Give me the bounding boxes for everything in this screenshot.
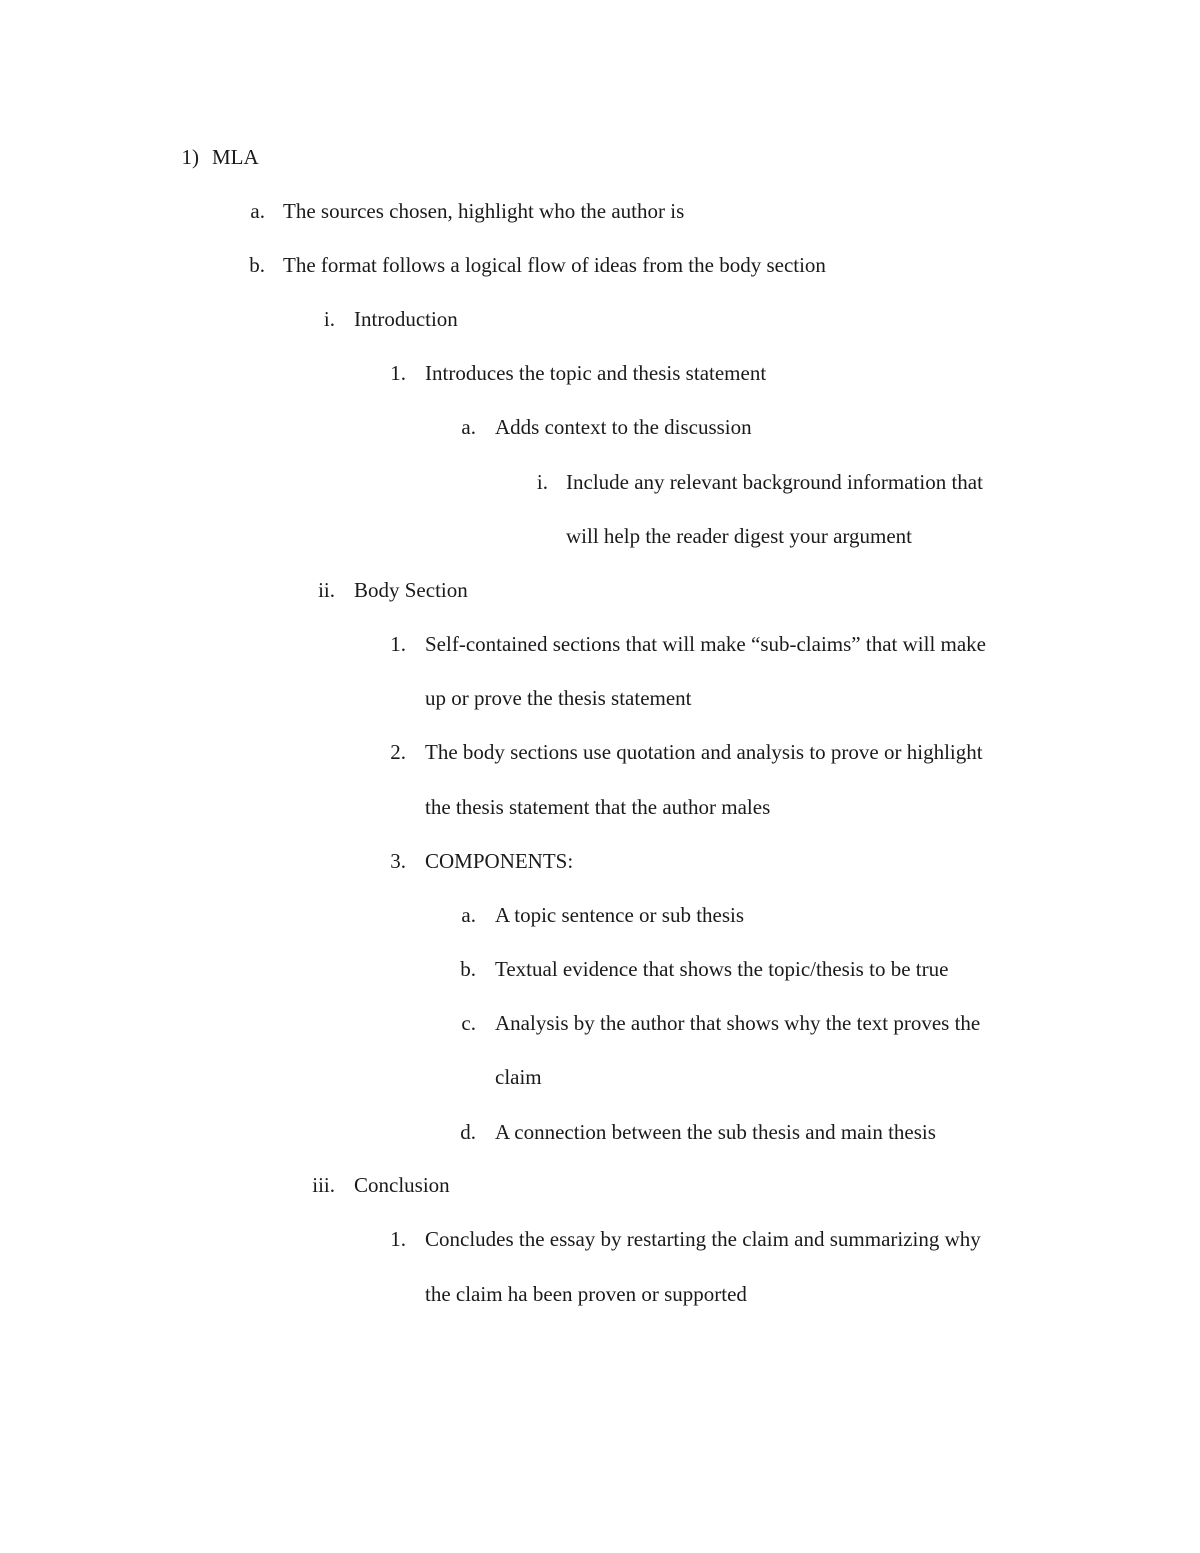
- list-item-text: will help the reader digest your argument: [566, 524, 913, 548]
- list-item-text: The body sections use quotation and analysis to prove or highlight: [425, 740, 983, 764]
- list-item-text: up or prove the thesis statement: [425, 686, 692, 710]
- list-marker: b.: [249, 253, 265, 277]
- list-item-text: COMPONENTS:: [425, 849, 574, 873]
- list-item-text: Analysis by the author that shows why the text proves the: [495, 1011, 981, 1035]
- list-marker: ii.: [318, 578, 335, 602]
- list-item-text: the thesis statement that the author males: [425, 795, 771, 819]
- list-marker: 3.: [390, 849, 406, 873]
- list-item-text: Conclusion: [354, 1173, 450, 1197]
- list-marker: i.: [536, 470, 548, 494]
- list-marker: 1.: [390, 361, 406, 385]
- list-item-text: Concludes the essay by restarting the claim and summarizing why: [425, 1227, 981, 1251]
- list-marker: i.: [323, 307, 335, 331]
- list-item-text: MLA: [212, 145, 259, 169]
- list-marker: 1.: [390, 1227, 406, 1251]
- list-item-text: claim: [495, 1065, 542, 1089]
- list-item-text: Body Section: [354, 578, 468, 602]
- list-item-text: Include any relevant background information that: [566, 470, 983, 494]
- list-item-text: A connection between the sub thesis and main thesis: [495, 1120, 936, 1144]
- list-marker: a.: [461, 903, 476, 927]
- list-item-text: Adds context to the discussion: [495, 415, 752, 439]
- list-item-text: The format follows a logical flow of ideas from the body section: [283, 253, 826, 277]
- list-marker: c.: [461, 1011, 476, 1035]
- list-marker: a.: [250, 199, 265, 223]
- list-item-text: Introduces the topic and thesis statement: [425, 361, 767, 385]
- list-item-text: the claim ha been proven or supported: [425, 1282, 747, 1306]
- list-item-text: Self-contained sections that will make “sub-claims” that will make: [425, 632, 987, 656]
- list-marker: 2.: [390, 740, 406, 764]
- list-marker: d.: [460, 1120, 476, 1144]
- list-marker: 1): [181, 145, 199, 169]
- list-marker: iii.: [312, 1173, 335, 1197]
- list-item-text: Textual evidence that shows the topic/thesis to be true: [495, 957, 949, 981]
- list-item-text: Introduction: [354, 307, 458, 331]
- list-marker: 1.: [390, 632, 406, 656]
- list-marker: b.: [460, 957, 476, 981]
- list-item-text: The sources chosen, highlight who the author is: [283, 199, 685, 223]
- list-marker: a.: [461, 415, 476, 439]
- list-item-text: A topic sentence or sub thesis: [495, 903, 745, 927]
